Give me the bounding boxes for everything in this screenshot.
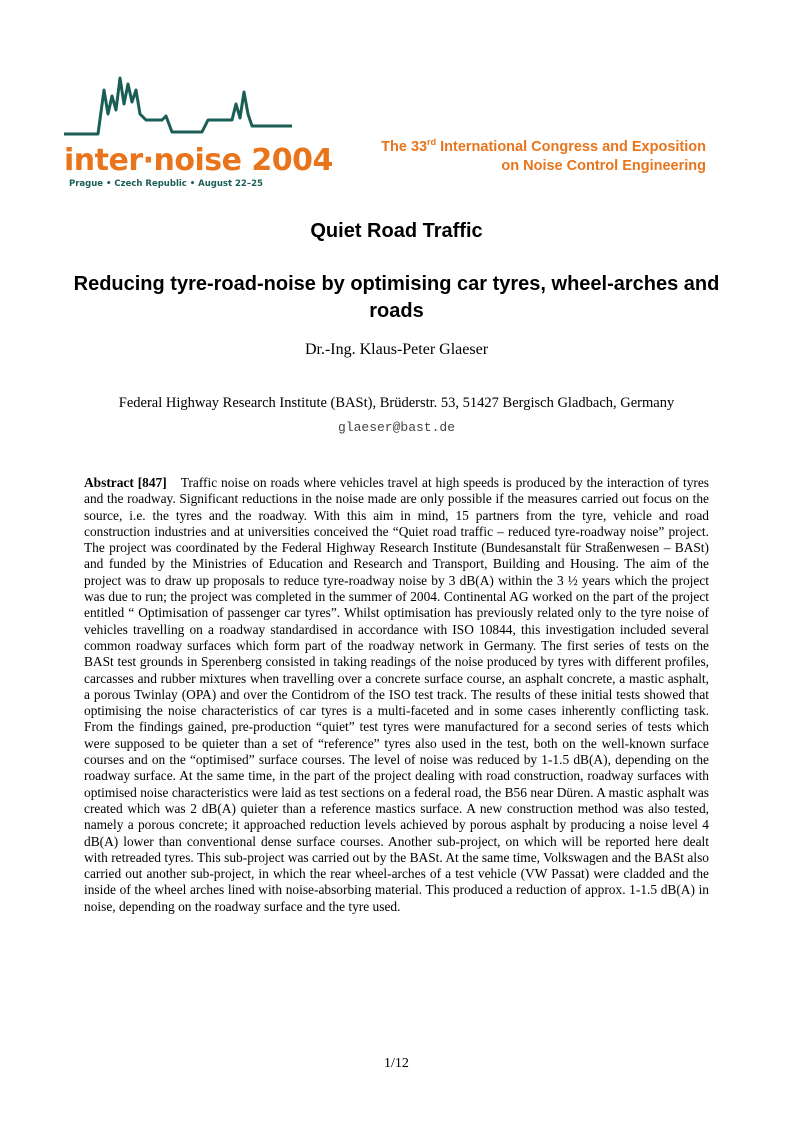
congress-heading (306, 138, 706, 176)
logo-wordmark: inter·noise 2004 (64, 143, 333, 178)
author-name: Dr.-Ing. Klaus-Peter Glaeser (304, 341, 489, 358)
congress-ordinal: rd (427, 137, 437, 147)
congress-line-1-text: International Congress and Exposition (436, 139, 706, 155)
congress-number: The 33 (381, 139, 428, 155)
logo-subtitle: Prague • Czech Republic • August 22–25 (69, 179, 263, 189)
abstract-label: Abstract [847] (84, 475, 167, 490)
paper-subtitle: Reducing tyre-road-noise by optimising car tyres, wheel-arches and roads (73, 273, 720, 322)
page-number: 1/12 (384, 1056, 409, 1071)
abstract-text: Traffic noise on roads where vehicles travel at high speeds is produced by the interaction of tyres and the roadway. Significant reductions in the noise made are only possible if the measures carried out focus on the source, i.e. the tyres and the roadway. With this aim in mind, 15 partners from the tyre, vehicle and road construction industries and at universities conceived the “Quiet road traffic – reduced tyre-roadway noise” project. The project was coordinated by the Federal Highway Research Institute (Bundesanstalt für Straßenwesen – BASt) and funded by the Ministries of Education and Research and Transport, Building and Housing. The aim of the project was to draw up proposals to reduce tyre-roadway noise by 3 dB(A) within the 3 ½ years which the project was due to run; the project was completed in the summer of 2004. Continental AG worked on the part of the project entitled “ Optimisation of passenger car tyres”. Whilst optimisation has previously related only to the tyre noise of vehicles travelling on a roadway standardised in accordance with ISO 10844, this investigation included several common roadway surfaces which form part of the roadway network in Germany. The first series of tests on the BASt test grounds in Sperenberg consisted in taking readings of the noise produced by tyres with different profiles, carcasses and rubber mixtures when travelling over a concrete surface course, an asphalt concrete, a mastic asphalt, a porous Twinlay (OPA) and over the Contidrom of the ISO test track. The results of these initial tests showed that optimising the noise characteristics of car tyres is a multi-faceted and in some cases inherently conflicting task. From the findings gained, pre-production “quiet” test tyres were manufactured for a second series of tests which were supposed to be quieter than a set of “reference” tyres also used in the test, both on the well-known surface courses and on the “optimised” surface courses. The level of noise was reduced by 1-1.5 dB(A), depending on the roadway surface. At the same time, in the part of the project dealing with road construction, roadway surfaces with optimised noise characteristics were laid as test sections on a federal road, the B56 near Düren. A mastic asphalt was created which was 2 dB(A) quieter than a reference mastics surface. A new construction method was also tested, namely a porous concrete; it approached reduction levels achieved by porous asphalt by producing a noise level 4 dB(A) lower than conventional dense surface courses. Another sub-project, on which will be reported here dealt with retreaded tyres. This sub-project was carried out by the BASt. At the same time, Volkswagen and the BASt also carried out another sub-project, in which the rear wheel-arches of a test vehicle (VW Passat) were cladded and the inside of the wheel arches lined with noise-absorbing material. This produced a reduction of approx. 1-1.5 dB(A) in noise, depending on the roadway surface and the tyre used. (84, 475, 709, 914)
paper-title: Quiet Road Traffic (310, 220, 483, 242)
author-email: glaeser@bast.de (337, 420, 456, 435)
conference-logo (62, 70, 333, 192)
congress-line-2: on Noise Control Engineering (501, 158, 706, 174)
abstract (84, 475, 709, 915)
city-skyline-graphic (62, 70, 294, 145)
author-affiliation: Federal Highway Research Institute (BASt), Brüderstr. 53, 51427 Bergisch Gladbach, Germany (118, 395, 675, 411)
congress-line-1 (306, 138, 706, 157)
